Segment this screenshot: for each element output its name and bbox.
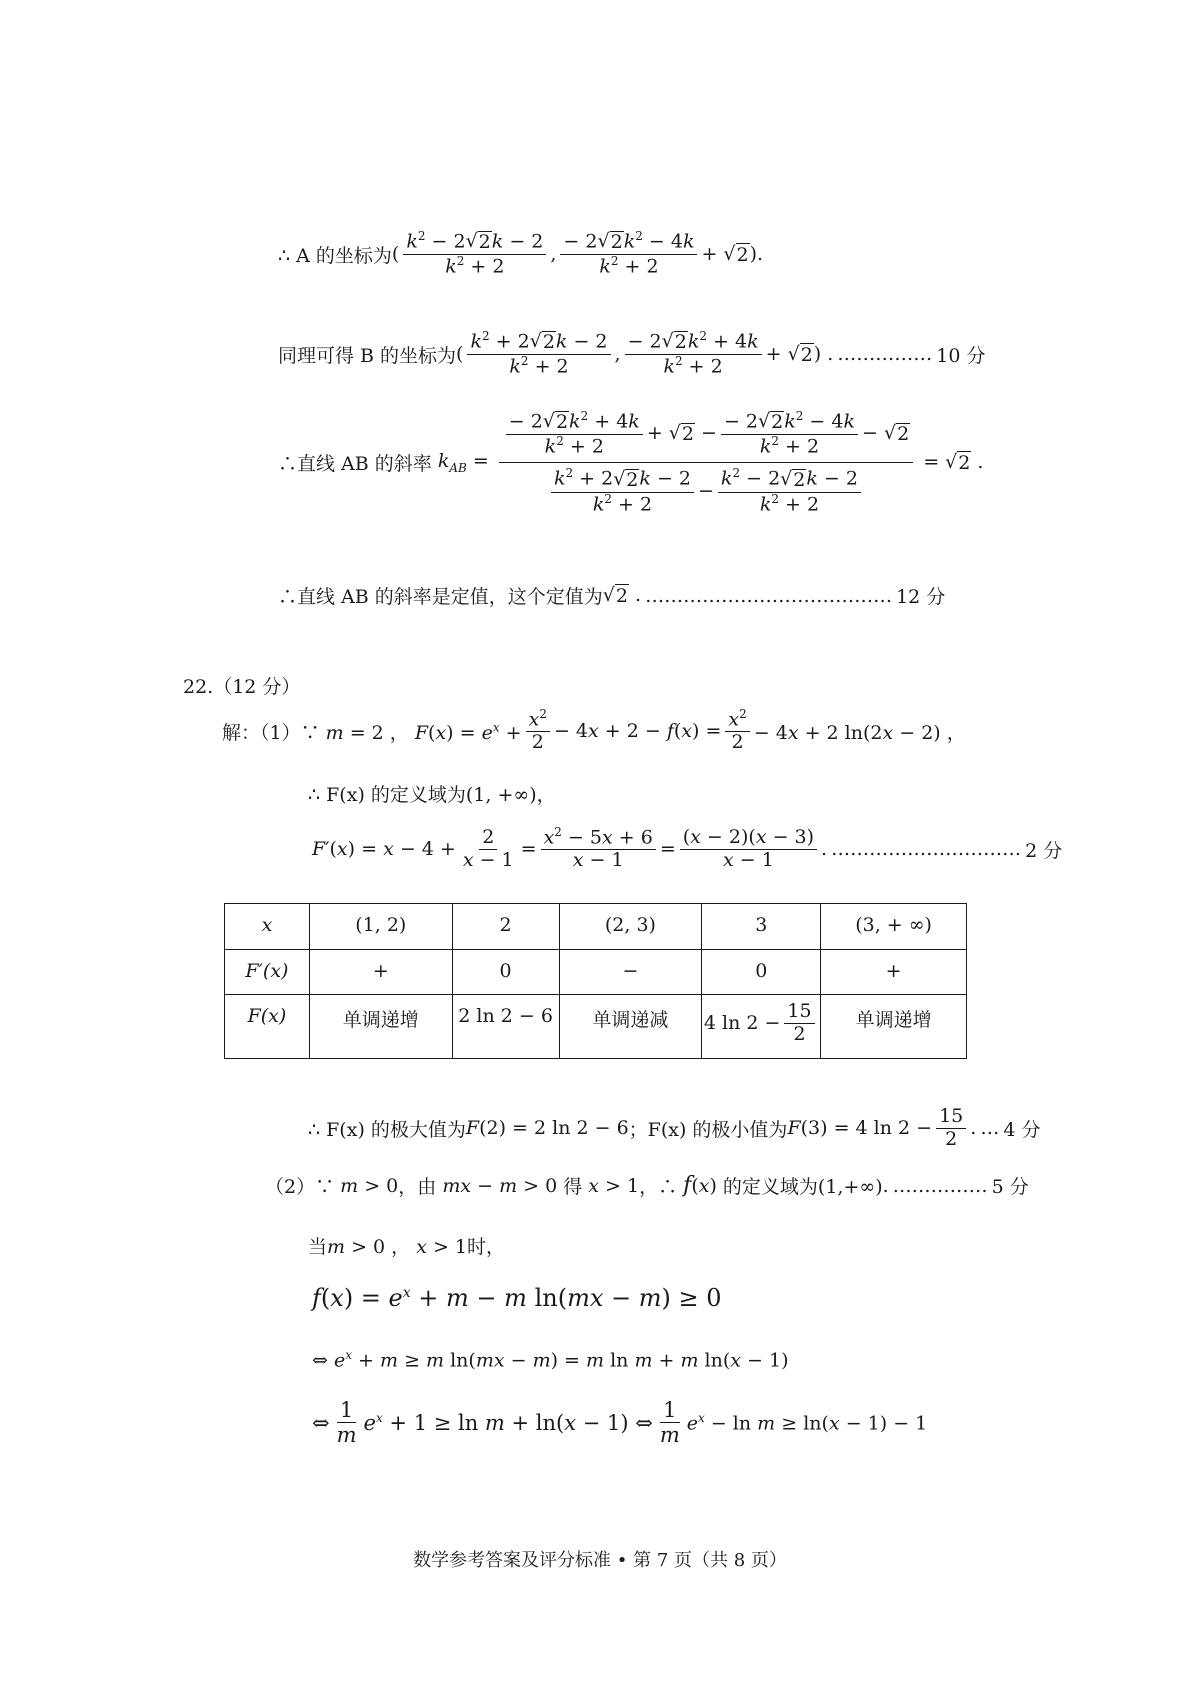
table-derivative-row — [225, 950, 967, 995]
extrema-line: ∴ F(x) 的极大值为 F(2) = 2 ln 2 − 6 ；F(x) 的极小值为 F(3) = 4 ln 2 − $\frac{15}{2}$ . … 4 分 — [308, 1105, 1041, 1150]
a-y-fraction: − 2 √ 2 $k^2 - 4k$ $k^2 + 2$ — [560, 230, 697, 278]
b-coordinate-intro: 同理可得 B 的坐标为 — [278, 344, 457, 367]
table-cell: 2 ln 2 − 6 — [452, 995, 559, 1059]
table-cell: + — [821, 950, 967, 995]
table-cell: (2, 3) — [559, 904, 702, 950]
a-coordinate-intro: ∴ A 的坐标为 — [278, 244, 392, 267]
min-frac-den: 2 — [793, 1022, 806, 1045]
question-22-heading — [183, 672, 300, 699]
extrema-mid: ；F(x) 的极小值为 — [628, 1118, 788, 1141]
score-4: 4 分 — [1003, 1118, 1041, 1141]
score-12: 12 分 — [896, 586, 946, 608]
part2-domain: 的定义域为(1,+∞) — [722, 1176, 883, 1198]
a-x-fraction: $k^2 - 2$ √ 2 k − 2 $k^2 + 2$ — [403, 230, 546, 278]
page-footer: 数学参考答案及评分标准 • 第 7 页（共 8 页） — [413, 1550, 787, 1571]
slope-big-fraction: − 2 √ 2 $k^2 + 4k$ $k^2 + 2$ + √ 2 − − 2 √ 2 $k^2 - 4k$ $k^2 + 2$ − √ 2 $k^2 + 2$ √ 2 k − 2 $k^2 + 2$ − $k^2 - 2$ √ 2 k − 2 $k^2 + 2$ — [499, 410, 913, 516]
extrema-prefix: ∴ F(x) 的极大值为 — [308, 1118, 466, 1141]
table-cell: 单调递增 — [821, 995, 967, 1059]
table-cell: (3, + ∞) — [821, 904, 967, 950]
table-cell: 单调递增 — [309, 995, 452, 1059]
a-coordinate-line: ∴ A 的坐标为 ( $k^2 - 2$ √ 2 k − 2 $k^2 + 2$ , − 2 √ 2 $k^2 - 4k$ $k^2 + 2$ + √ 2 ). — [278, 229, 764, 278]
table-header-row — [225, 904, 967, 950]
derivative-line: F′(x) = x − 4 + $\frac{2}{x - 1}$ = $\frac{x^2 - 5x + 6}{x - 1}$ = $\frac{(x - 2)(x - 3)}{x - 1}$ . ………………………… 2 分 — [312, 825, 1063, 872]
slope-constant-line: ∴直线 AB 的斜率是定值，这个定值为 √ 2 . ………………………………… 12 分 — [278, 584, 946, 608]
score-10: 10 分 — [936, 344, 986, 367]
question-22-label: 22.（12 分） — [183, 676, 301, 698]
b-x-fraction: $k^2 + 2$ √ 2 k − 2 $k^2 + 2$ — [467, 330, 610, 378]
table-cell: 3 — [702, 904, 821, 950]
part2-line: （2）∵ m > 0 ，由 mx − m > 0 得 x > 1 ，∴ f(x) 的定义域为(1,+∞) . …………… 5 分 — [265, 1173, 1029, 1198]
domain-text: ∴ F(x) 的定义域为(1, +∞)， — [308, 784, 556, 806]
table-cell: 0 — [702, 950, 821, 995]
table-cell: F′(x) — [225, 950, 310, 995]
table-cell: x — [225, 904, 310, 950]
slope-line: ∴直线 AB 的斜率 $k_{AB}$ = − 2 √ 2 $k^2 + 4k$ $k^2 + 2$ + √ 2 − − 2 √ 2 $k^2 - 4k$ $k^2 + 2$ − √ 2 $k^2 + 2$ √ 2 k − 2 $k^2 + 2$ − $k^2 - 2$ √ 2 k − 2 $k^2 + 2$ = √ 2 . — [278, 409, 984, 515]
when-suffix: 时， — [467, 1236, 506, 1258]
inequality-line-2: ⇔ $e^x + m \ge m$ ln(mx − m) = m ln m + m ln(x − 1) — [312, 1348, 789, 1372]
part2-prefix: （2）∵ — [265, 1176, 335, 1198]
solution-prefix: 解：（1）∵ — [222, 721, 320, 744]
table-cell: 2 — [452, 904, 559, 950]
score-5: 5 分 — [991, 1176, 1029, 1198]
b-y-fraction: − 2 √ 2 $k^2 + 4k$ $k^2 + 2$ — [625, 330, 762, 378]
score-2: 2 分 — [1025, 839, 1063, 862]
domain-line — [308, 780, 556, 807]
slope-constant-text: ∴直线 AB 的斜率是定值，这个定值为 — [278, 586, 603, 608]
inequality-line-3: ⇔ $\frac{1}{m}$ $e^x + 1 \ge \ln m + \ln(x - 1)$ ⇔ $\frac{1}{m}$ $e^x - \ln m \ge \ln(x - 1) - 1$ — [312, 1398, 928, 1448]
table-cell: 单调递减 — [559, 995, 702, 1059]
inequality-line-1: $f(x) = e^x + m - m$ ln(mx − m) ≥ 0 — [312, 1284, 722, 1312]
table-cell: + — [309, 950, 452, 995]
table-function-row — [225, 995, 967, 1059]
part2-mid: ，由 — [398, 1176, 437, 1198]
table-cell: (1, 2) — [309, 904, 452, 950]
solution-part1-line: 解：（1）∵ m = 2 ， $F(x) = e^x$ + $\frac{x^2}{2}$ − 4x + 2 − f(x) = $\frac{x^2}{2}$ − 4x + 2 ln(2x − 2) ， — [222, 707, 966, 754]
table-cell — [702, 995, 821, 1059]
part2-mid2: 得 — [563, 1176, 583, 1198]
when-text: 当 — [308, 1236, 328, 1258]
min-value-prefix: 4 ln 2 − — [703, 1012, 781, 1035]
when-line: 当 m > 0 ， x > 1 时， — [308, 1232, 505, 1259]
b-coordinate-line: 同理可得 B 的坐标为 ( $k^2 + 2$ √ 2 k − 2 $k^2 + 2$ , − 2 √ 2 $k^2 + 4k$ $k^2 + 2$ + √ 2 ) . …………… 10 分 — [278, 329, 986, 378]
variation-table — [224, 903, 967, 1059]
table-cell: 0 — [452, 950, 559, 995]
table-cell: − — [559, 950, 702, 995]
min-frac-num: 15 — [784, 1001, 814, 1024]
table-cell: F(x) — [225, 995, 310, 1059]
part2-mid3: ，∴ — [639, 1176, 678, 1198]
slope-intro: ∴直线 AB 的斜率 — [278, 453, 432, 476]
